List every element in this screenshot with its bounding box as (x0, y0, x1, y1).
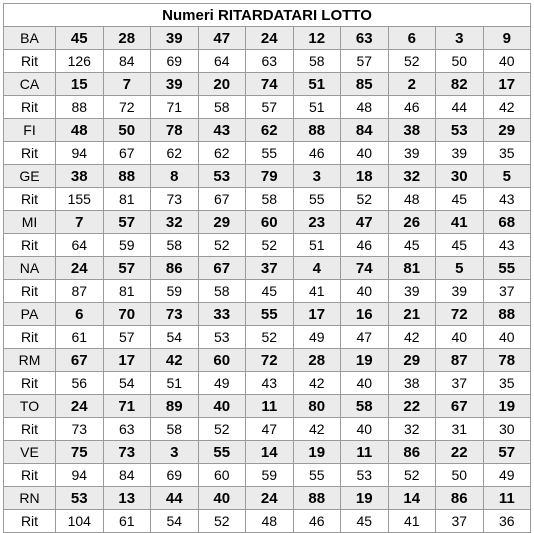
lotto-delays-table-container (3, 3, 530, 529)
delay-value-cell: 47 (246, 418, 294, 441)
delay-value-cell: 59 (103, 234, 151, 257)
late-number-cell: 19 (341, 487, 389, 510)
late-number-cell: 15 (56, 73, 104, 96)
late-number-cell: 30 (436, 165, 484, 188)
delay-value-cell: 42 (388, 326, 436, 349)
late-number-cell: 26 (388, 211, 436, 234)
late-number-cell: 55 (246, 303, 294, 326)
late-number-cell: 19 (483, 395, 531, 418)
late-number-cell: 29 (198, 211, 246, 234)
late-number-cell: 3 (151, 441, 199, 464)
table-title: Numeri RITARDATARI LOTTO (4, 4, 531, 27)
delay-value-cell: 69 (151, 50, 199, 73)
late-number-cell: 2 (388, 73, 436, 96)
delay-value-cell: 55 (246, 142, 294, 165)
delay-row-pa (4, 326, 531, 349)
late-number-cell: 53 (56, 487, 104, 510)
wheel-row-ve (4, 441, 531, 464)
late-number-cell: 20 (198, 73, 246, 96)
late-number-cell: 57 (483, 441, 531, 464)
delay-value-cell: 81 (103, 188, 151, 211)
delay-value-cell: 37 (436, 510, 484, 533)
late-number-cell: 17 (483, 73, 531, 96)
delay-value-cell: 84 (103, 464, 151, 487)
delay-value-cell: 42 (483, 96, 531, 119)
delay-value-cell: 52 (341, 188, 389, 211)
wheel-label: RN (4, 487, 56, 510)
delay-value-cell: 46 (293, 510, 341, 533)
wheel-row-pa (4, 303, 531, 326)
delay-value-cell: 58 (246, 188, 294, 211)
delay-value-cell: 59 (151, 280, 199, 303)
late-number-cell: 88 (483, 303, 531, 326)
wheel-row-rn (4, 487, 531, 510)
delay-value-cell: 45 (436, 234, 484, 257)
late-number-cell: 75 (56, 441, 104, 464)
delay-value-cell: 40 (483, 326, 531, 349)
late-number-cell: 62 (246, 119, 294, 142)
delay-value-cell: 49 (198, 372, 246, 395)
late-number-cell: 38 (388, 119, 436, 142)
delay-row-mi (4, 234, 531, 257)
delay-value-cell: 39 (388, 280, 436, 303)
delay-value-cell: 64 (198, 50, 246, 73)
late-number-cell: 28 (293, 349, 341, 372)
wheel-row-na (4, 257, 531, 280)
late-number-cell: 33 (198, 303, 246, 326)
delay-value-cell: 59 (246, 464, 294, 487)
late-number-cell: 78 (151, 119, 199, 142)
delay-row-ve (4, 464, 531, 487)
delay-label: Rit (4, 418, 56, 441)
delay-value-cell: 94 (56, 464, 104, 487)
delay-value-cell: 73 (151, 188, 199, 211)
delay-value-cell: 51 (151, 372, 199, 395)
wheel-label: GE (4, 165, 56, 188)
wheel-label: RM (4, 349, 56, 372)
wheel-label: VE (4, 441, 56, 464)
late-number-cell: 24 (56, 257, 104, 280)
wheel-row-ca (4, 73, 531, 96)
delay-value-cell: 63 (103, 418, 151, 441)
delay-value-cell: 67 (198, 188, 246, 211)
delay-value-cell: 53 (198, 326, 246, 349)
delay-value-cell: 40 (341, 142, 389, 165)
delay-value-cell: 155 (56, 188, 104, 211)
delay-value-cell: 49 (483, 464, 531, 487)
delay-value-cell: 31 (436, 418, 484, 441)
late-number-cell: 48 (56, 119, 104, 142)
delay-value-cell: 52 (246, 326, 294, 349)
late-number-cell: 88 (103, 165, 151, 188)
lotto-delays-table (3, 3, 531, 533)
late-number-cell: 19 (341, 349, 389, 372)
delay-value-cell: 39 (388, 142, 436, 165)
late-number-cell: 40 (198, 487, 246, 510)
late-number-cell: 17 (103, 349, 151, 372)
delay-value-cell: 88 (56, 96, 104, 119)
late-number-cell: 28 (103, 27, 151, 50)
late-number-cell: 3 (436, 27, 484, 50)
late-number-cell: 39 (151, 73, 199, 96)
late-number-cell: 11 (341, 441, 389, 464)
delay-row-fi (4, 142, 531, 165)
delay-value-cell: 55 (293, 188, 341, 211)
late-number-cell: 22 (388, 395, 436, 418)
delay-value-cell: 37 (436, 372, 484, 395)
wheel-row-ge (4, 165, 531, 188)
delay-value-cell: 40 (341, 372, 389, 395)
wheel-row-mi (4, 211, 531, 234)
delay-value-cell: 48 (388, 188, 436, 211)
delay-value-cell: 50 (436, 464, 484, 487)
wheel-label: PA (4, 303, 56, 326)
late-number-cell: 67 (198, 257, 246, 280)
delay-value-cell: 64 (56, 234, 104, 257)
late-number-cell: 24 (246, 27, 294, 50)
late-number-cell: 38 (56, 165, 104, 188)
delay-value-cell: 71 (151, 96, 199, 119)
delay-value-cell: 45 (388, 234, 436, 257)
delay-value-cell: 52 (388, 464, 436, 487)
late-number-cell: 17 (293, 303, 341, 326)
late-number-cell: 23 (293, 211, 341, 234)
delay-row-ba (4, 50, 531, 73)
delay-value-cell: 57 (103, 326, 151, 349)
late-number-cell: 14 (246, 441, 294, 464)
delay-label: Rit (4, 372, 56, 395)
late-number-cell: 22 (436, 441, 484, 464)
late-number-cell: 57 (103, 211, 151, 234)
delay-value-cell: 81 (103, 280, 151, 303)
delay-value-cell: 51 (293, 96, 341, 119)
late-number-cell: 86 (388, 441, 436, 464)
delay-value-cell: 58 (151, 234, 199, 257)
delay-label: Rit (4, 188, 56, 211)
delay-label: Rit (4, 142, 56, 165)
late-number-cell: 51 (293, 73, 341, 96)
delay-value-cell: 52 (388, 50, 436, 73)
delay-value-cell: 50 (436, 50, 484, 73)
late-number-cell: 85 (341, 73, 389, 96)
delay-value-cell: 38 (388, 372, 436, 395)
delay-value-cell: 40 (341, 280, 389, 303)
delay-value-cell: 52 (198, 418, 246, 441)
delay-value-cell: 104 (56, 510, 104, 533)
delay-value-cell: 72 (103, 96, 151, 119)
late-number-cell: 24 (56, 395, 104, 418)
late-number-cell: 41 (436, 211, 484, 234)
late-number-cell: 74 (246, 73, 294, 96)
delay-value-cell: 42 (293, 372, 341, 395)
late-number-cell: 42 (151, 349, 199, 372)
late-number-cell: 7 (56, 211, 104, 234)
delay-row-ca (4, 96, 531, 119)
delay-row-rm (4, 372, 531, 395)
late-number-cell: 7 (103, 73, 151, 96)
late-number-cell: 57 (103, 257, 151, 280)
late-number-cell: 13 (103, 487, 151, 510)
delay-value-cell: 54 (151, 326, 199, 349)
late-number-cell: 53 (198, 165, 246, 188)
delay-value-cell: 43 (483, 188, 531, 211)
delay-value-cell: 40 (341, 418, 389, 441)
late-number-cell: 40 (198, 395, 246, 418)
late-number-cell: 53 (436, 119, 484, 142)
delay-label: Rit (4, 510, 56, 533)
late-number-cell: 19 (293, 441, 341, 464)
delay-value-cell: 55 (293, 464, 341, 487)
delay-value-cell: 58 (198, 96, 246, 119)
delay-value-cell: 45 (246, 280, 294, 303)
delay-value-cell: 67 (103, 142, 151, 165)
late-number-cell: 18 (341, 165, 389, 188)
late-number-cell: 6 (388, 27, 436, 50)
delay-value-cell: 49 (293, 326, 341, 349)
delay-value-cell: 35 (483, 372, 531, 395)
late-number-cell: 47 (198, 27, 246, 50)
late-number-cell: 5 (483, 165, 531, 188)
delay-value-cell: 61 (103, 510, 151, 533)
wheel-label: NA (4, 257, 56, 280)
late-number-cell: 47 (341, 211, 389, 234)
delay-value-cell: 84 (103, 50, 151, 73)
delay-value-cell: 35 (483, 142, 531, 165)
delay-value-cell: 94 (56, 142, 104, 165)
late-number-cell: 55 (483, 257, 531, 280)
late-number-cell: 44 (151, 487, 199, 510)
delay-value-cell: 57 (341, 50, 389, 73)
late-number-cell: 55 (198, 441, 246, 464)
late-number-cell: 37 (246, 257, 294, 280)
delay-value-cell: 39 (436, 280, 484, 303)
delay-value-cell: 58 (293, 50, 341, 73)
wheel-label: TO (4, 395, 56, 418)
delay-label: Rit (4, 464, 56, 487)
late-number-cell: 60 (198, 349, 246, 372)
late-number-cell: 84 (341, 119, 389, 142)
delay-value-cell: 30 (483, 418, 531, 441)
delay-value-cell: 52 (198, 234, 246, 257)
delay-value-cell: 62 (151, 142, 199, 165)
late-number-cell: 3 (293, 165, 341, 188)
delay-value-cell: 46 (341, 234, 389, 257)
delay-label: Rit (4, 326, 56, 349)
late-number-cell: 11 (483, 487, 531, 510)
delay-value-cell: 46 (388, 96, 436, 119)
late-number-cell: 50 (103, 119, 151, 142)
late-number-cell: 73 (103, 441, 151, 464)
late-number-cell: 29 (483, 119, 531, 142)
delay-value-cell: 69 (151, 464, 199, 487)
delay-value-cell: 51 (293, 234, 341, 257)
late-number-cell: 60 (246, 211, 294, 234)
late-number-cell: 16 (341, 303, 389, 326)
late-number-cell: 6 (56, 303, 104, 326)
delay-value-cell: 53 (341, 464, 389, 487)
wheel-row-ba (4, 27, 531, 50)
late-number-cell: 58 (341, 395, 389, 418)
delay-value-cell: 52 (246, 234, 294, 257)
late-number-cell: 8 (151, 165, 199, 188)
late-number-cell: 21 (388, 303, 436, 326)
late-number-cell: 74 (341, 257, 389, 280)
delay-value-cell: 60 (198, 464, 246, 487)
delay-value-cell: 43 (246, 372, 294, 395)
delay-value-cell: 37 (483, 280, 531, 303)
table-body (4, 27, 531, 533)
late-number-cell: 78 (483, 349, 531, 372)
delay-value-cell: 56 (56, 372, 104, 395)
late-number-cell: 82 (436, 73, 484, 96)
delay-value-cell: 54 (151, 510, 199, 533)
late-number-cell: 71 (103, 395, 151, 418)
late-number-cell: 87 (436, 349, 484, 372)
delay-label: Rit (4, 234, 56, 257)
late-number-cell: 63 (341, 27, 389, 50)
delay-value-cell: 48 (341, 96, 389, 119)
late-number-cell: 24 (246, 487, 294, 510)
late-number-cell: 70 (103, 303, 151, 326)
delay-value-cell: 48 (246, 510, 294, 533)
late-number-cell: 80 (293, 395, 341, 418)
late-number-cell: 12 (293, 27, 341, 50)
delay-value-cell: 40 (483, 50, 531, 73)
delay-row-na (4, 280, 531, 303)
delay-value-cell: 43 (483, 234, 531, 257)
delay-value-cell: 52 (198, 510, 246, 533)
late-number-cell: 43 (198, 119, 246, 142)
late-number-cell: 45 (56, 27, 104, 50)
delay-value-cell: 62 (198, 142, 246, 165)
delay-value-cell: 87 (56, 280, 104, 303)
late-number-cell: 67 (56, 349, 104, 372)
late-number-cell: 88 (293, 119, 341, 142)
delay-row-ge (4, 188, 531, 211)
late-number-cell: 4 (293, 257, 341, 280)
late-number-cell: 79 (246, 165, 294, 188)
wheel-label: CA (4, 73, 56, 96)
delay-value-cell: 73 (56, 418, 104, 441)
late-number-cell: 5 (436, 257, 484, 280)
delay-value-cell: 39 (436, 142, 484, 165)
late-number-cell: 32 (151, 211, 199, 234)
late-number-cell: 29 (388, 349, 436, 372)
delay-label: Rit (4, 50, 56, 73)
delay-value-cell: 57 (246, 96, 294, 119)
late-number-cell: 9 (483, 27, 531, 50)
late-number-cell: 72 (436, 303, 484, 326)
delay-value-cell: 126 (56, 50, 104, 73)
delay-value-cell: 36 (483, 510, 531, 533)
delay-value-cell: 54 (103, 372, 151, 395)
late-number-cell: 86 (151, 257, 199, 280)
wheel-row-fi (4, 119, 531, 142)
delay-value-cell: 58 (198, 280, 246, 303)
delay-row-to (4, 418, 531, 441)
delay-value-cell: 42 (293, 418, 341, 441)
delay-value-cell: 63 (246, 50, 294, 73)
late-number-cell: 89 (151, 395, 199, 418)
delay-label: Rit (4, 280, 56, 303)
late-number-cell: 88 (293, 487, 341, 510)
delay-value-cell: 41 (388, 510, 436, 533)
late-number-cell: 39 (151, 27, 199, 50)
delay-value-cell: 61 (56, 326, 104, 349)
delay-value-cell: 58 (151, 418, 199, 441)
wheel-label: BA (4, 27, 56, 50)
delay-value-cell: 40 (436, 326, 484, 349)
late-number-cell: 67 (436, 395, 484, 418)
late-number-cell: 72 (246, 349, 294, 372)
delay-value-cell: 32 (388, 418, 436, 441)
delay-value-cell: 46 (293, 142, 341, 165)
delay-value-cell: 45 (341, 510, 389, 533)
wheel-label: FI (4, 119, 56, 142)
late-number-cell: 14 (388, 487, 436, 510)
delay-value-cell: 41 (293, 280, 341, 303)
late-number-cell: 68 (483, 211, 531, 234)
late-number-cell: 32 (388, 165, 436, 188)
wheel-label: MI (4, 211, 56, 234)
late-number-cell: 11 (246, 395, 294, 418)
late-number-cell: 73 (151, 303, 199, 326)
late-number-cell: 81 (388, 257, 436, 280)
wheel-row-rm (4, 349, 531, 372)
late-number-cell: 86 (436, 487, 484, 510)
wheel-row-to (4, 395, 531, 418)
delay-value-cell: 44 (436, 96, 484, 119)
delay-label: Rit (4, 96, 56, 119)
delay-value-cell: 47 (341, 326, 389, 349)
delay-value-cell: 45 (436, 188, 484, 211)
